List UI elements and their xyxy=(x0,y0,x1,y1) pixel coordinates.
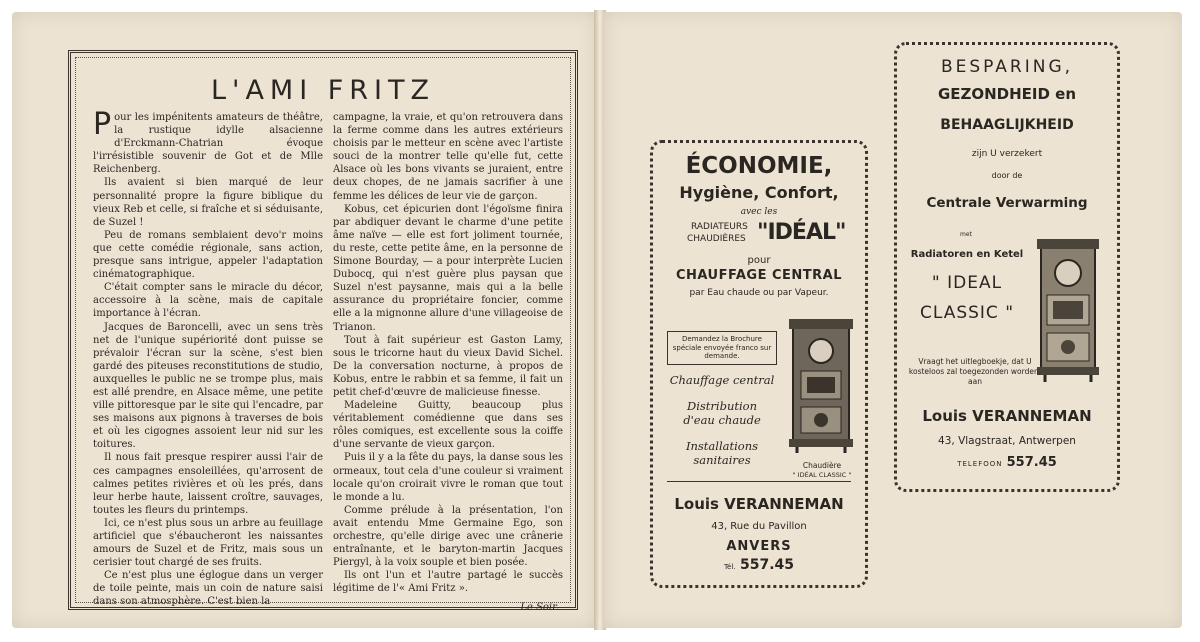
paragraph: Jacques de Baroncelli, avec un sens très net de l'unique supériorité dont puisse se prévaloir l'écran sur la scène, s'est bien gardé des piteuses reconstitutions de studio, auxquelles le public ne se trompe plus, mais est allé prendre, en Alsace même, une petite ville pittoresque par le site qui l'encadre, par ses maisons aux pignons à traverses de bois et où les cigognes assoient leur nid sur les toitures. xyxy=(93,321,323,451)
paragraph: Pour les impénitents amateurs de théâtre, la rustique idylle alsacienne d'Erckmann-Chatrian évoque l'irrésistible souvenir de Got et de Mlle Reichenberg. xyxy=(93,107,323,176)
ad-nl-phone: TELEFOON 557.45 xyxy=(957,455,1057,470)
paragraph: Il nous fait presque respirer aussi l'air de ces campagnes ensoleillées, qu'arrosent de calmes petites rivières et où les prés, dans leur herbe haute, laissent croître, sauvages, toutes les fleurs du printemps. xyxy=(93,452,323,516)
paragraph: Kobus, cet épicurien dont l'égoïsme finira par abdiquer devant le charme d'une petite âme naïve — elle est fort joliment tournée, du reste, cette petite âme, en la personne de Simone Bourday, — a pour interprète Lucien Dubocq, qui n'est guère plus paysan que Suzel n'est paysanne, mais qui a la belle assurance du propriétaire foncier, comme elle a la mignonne allure d'une villageoise de Trianon. xyxy=(333,203,563,333)
ad-brand: "IDÉAL" xyxy=(757,220,846,245)
ad-nl-address: 43, Vlagstraat, Antwerpen xyxy=(938,435,1076,447)
ad-service-2a: Distribution xyxy=(687,399,757,413)
article-title: L'AMI FRITZ xyxy=(210,75,436,106)
ad-nl-line4: zijn U verzekert xyxy=(971,149,1043,159)
paragraph: C'était compter sans le miracle du décor, accessoire à la scène, mais de capitale importance à l'écran. xyxy=(93,282,323,320)
ad-nl-line1: BESPARING, xyxy=(940,57,1074,77)
article-frame xyxy=(68,50,578,614)
left-page xyxy=(12,12,596,628)
ad-nl-line6: Centrale Verwarming xyxy=(926,195,1088,211)
ad-brand-block: RADIATEURS CHAUDIÈRES "IDÉAL" xyxy=(687,220,846,245)
paragraph: Ils ont l'un et l'autre partagé le succès légitime de l'« Ami Fritz ». xyxy=(333,570,563,595)
paragraph: Comme prélude à la présentation, l'on avait entendu Mme Germaine Ego, son orchestre, qu'elle dirige avec une crânerie entraînante, et le baryton-martin Jacques Piergyl, à la voix souple et bien posée. xyxy=(333,504,563,569)
ad-ideal-dutch xyxy=(894,42,1120,492)
ad-nl-line7: met xyxy=(960,231,972,238)
ad-chauffage: CHAUFFAGE CENTRAL xyxy=(675,268,843,283)
ad-brochure-note: Demandez la Brochure spéciale envoyée franco sur demande. xyxy=(667,331,777,365)
ad-nl-line2: GEZONDHEID en xyxy=(937,85,1077,103)
ad-address: 43, Rue du Pavillon xyxy=(711,521,807,532)
paragraph: campagne, la vraie, et qu'on retrouvera dans la ferme comme dans les autres extérieurs choisis par le metteur en scène avec l'artiste souci de la montrer telle qu'elle fut, cette Alsace où les bons vivants se juraient, entre deux chopes, de ne jamais sacrifier à une femme les délices de leur vie de garçon. xyxy=(333,112,563,202)
ad-pour: pour xyxy=(747,255,771,266)
ad-ideal-french xyxy=(650,140,868,588)
ad-nl-line10: CLASSIC " xyxy=(919,303,1015,323)
ad-phone: Tél. 557.45 xyxy=(723,557,795,573)
paragraph: Puis il y a la fête du pays, la danse sous les ormeaux, tout cela d'une couleur si vraiment locale qu'on croirait vivre le roman que tout le monde a lu. xyxy=(333,452,563,503)
ad-service-3a: Installations xyxy=(685,439,759,453)
ad-avec: avec les xyxy=(740,207,778,217)
ad-nl-small: Vraagt het uitlegboekje, dat U kosteloos zal toegezonden worden, aan xyxy=(908,357,1042,386)
paragraph: Ce n'est plus une églogue dans un verger de toile peinte, mais un coin de nature saisi dans son atmosphère. C'est bien la xyxy=(93,570,323,608)
ad-par: par Eau chaude ou par Vapeur. xyxy=(689,288,829,298)
article-column-1 xyxy=(93,107,323,609)
ad-city: ANVERS xyxy=(726,539,792,554)
ad-caption-2: " IDÉAL CLASSIC " xyxy=(792,471,852,479)
ad-headline: ÉCONOMIE, xyxy=(685,153,833,179)
paragraph: Ici, ce n'est plus sous un arbre au feuillage artificiel que s'ébaucheront les naissantes amours de Suzel et de Fritz, mais sous un cerisier tout chargé de ses fruits. xyxy=(93,517,323,569)
paragraph: Tout à fait supérieur est Gaston Lamy, sous le tricorne haut du vieux David Sichel. De la conversation nocturne, à propos de Kobus, entre le rabbin et sa femme, il fait un petit chef-d'œuvre de malicieuse finesse. xyxy=(333,334,563,398)
boiler-illustration-icon xyxy=(785,315,857,455)
ad-nl-line3: BEHAAGLIJKHEID xyxy=(940,117,1074,133)
ad-caption-1: Chaudière xyxy=(802,461,842,470)
ad-nl-line9: " IDEAL xyxy=(931,273,1003,293)
paragraph: Madeleine Guitty, beaucoup plus véritablement comédienne que dans ses rôles comiques, est excellente sous la coiffe d'une servante de vieux garçon. xyxy=(333,400,563,451)
ad-service-2b: d'eau chaude xyxy=(683,413,761,427)
ad-service-1: Chauffage central xyxy=(669,373,775,387)
ad-nl-name: Louis VERANNEMAN xyxy=(922,407,1092,425)
ad-nl-line8: Radiatoren en Ketel xyxy=(910,249,1024,260)
ad-subhead: Hygiène, Confort, xyxy=(679,183,839,202)
paragraph: Peu de romans semblaient devo'r moins que cette comédie régionale, sans action, presque sans intrigue, appeler l'adaptation cinématographique. xyxy=(93,229,323,281)
article-column-2 xyxy=(333,111,563,615)
paragraph: Ils avaient si bien marqué de leur personnalité propre la figure biblique du vieux Reb et celle, si fraîche et si séduisante, de Suzel ! xyxy=(93,177,323,228)
divider xyxy=(667,481,851,482)
ad-service-3b: sanitaires xyxy=(693,453,751,467)
drop-cap: P xyxy=(93,107,112,142)
article-signature: Le Soir. xyxy=(520,602,559,614)
ad-name: Louis VERANNEMAN xyxy=(674,495,844,513)
ad-nl-line5: door de xyxy=(991,171,1023,180)
